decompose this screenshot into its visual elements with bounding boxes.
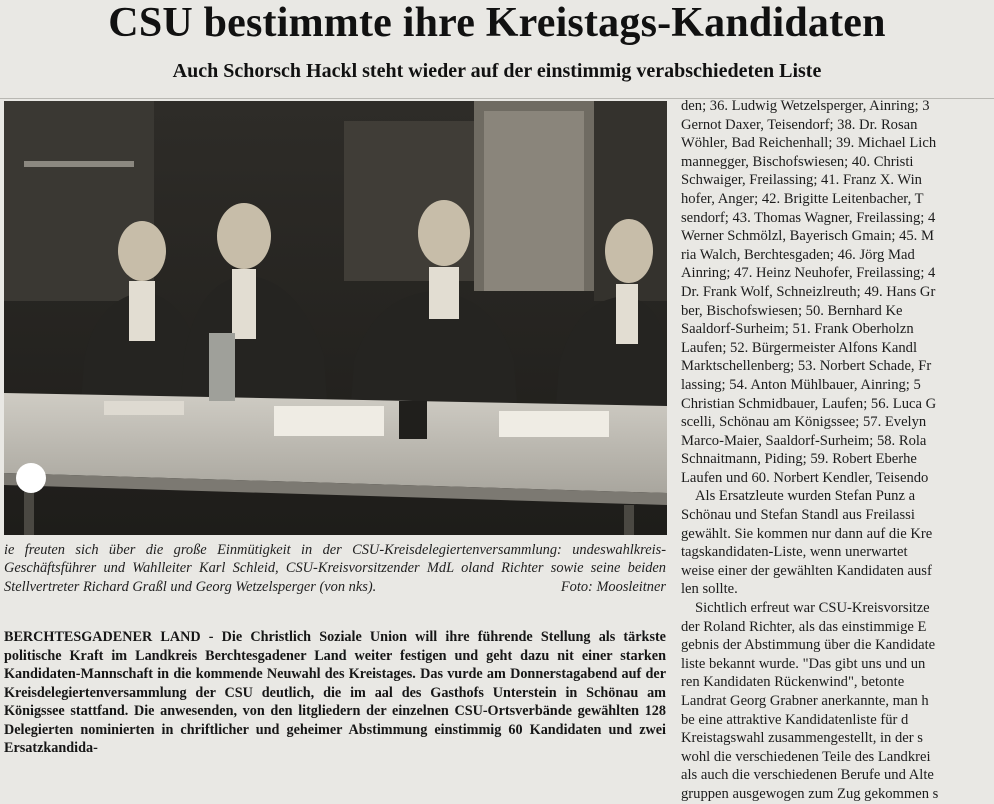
column-line: Saaldorf-Surheim; 51. Frank Oberholzn	[681, 321, 914, 338]
column-line: wohl die verschiedenen Teile des Landkrei	[681, 748, 931, 765]
article-photo	[4, 101, 667, 535]
column-line: Christian Schmidbauer, Laufen; 56. Luca G	[681, 395, 937, 412]
column-line: ren Kandidaten Rückenwind", betonte	[681, 674, 905, 691]
column-line: scelli, Schönau am Königssee; 57. Evelyn	[681, 414, 927, 431]
column-line: sendorf; 43. Thomas Wagner, Freilassing; 4	[681, 209, 936, 226]
column-line: Gernot Daxer, Teisendorf; 38. Dr. Rosan	[681, 116, 918, 133]
caption-text: ie freuten sich über die große Einmütigkeit in der CSU-Kreisdelegiertenversammlung: undeswahlkreis-Geschäftsführer und Wahlleiter Karl Schleid, CSU-Kreisvorsitzender MdL oland Richter sowie seine beiden Stellvertreter Richard Graßl und Georg Wetzelsperger (von nks).	[4, 542, 666, 595]
column-line: der Roland Richter, als das einstimmige E	[681, 618, 927, 635]
column-line: be eine attraktive Kandidatenliste für d	[681, 711, 909, 728]
column-line: Als Ersatzleute wurden Stefan Punz a	[695, 488, 916, 505]
article-headline: CSU bestimmte ihre Kreistags-Kandidaten	[108, 0, 886, 46]
column-line: Werner Schmölzl, Bayerisch Gmain; 45. M	[681, 228, 934, 245]
column-line: Marktschellenberg; 53. Norbert Schade, Fr	[681, 358, 932, 375]
column-line: Landrat Georg Grabner anerkannte, man h	[681, 693, 929, 709]
column-line: hofer, Anger; 42. Brigitte Leitenbacher, T	[681, 190, 924, 207]
column-line: lassing; 54. Anton Mühlbauer, Ainring; 5	[681, 376, 921, 393]
column-line: Wöhler, Bad Reichenhall; 39. Michael Lich	[681, 135, 937, 152]
column-line: Laufen und 60. Norbert Kendler, Teisendo	[681, 469, 929, 486]
column-line: weise einer der gewählten Kandidaten ausf	[681, 562, 932, 579]
photo-credit: Foto: Moosleitner	[560, 578, 666, 595]
photo-caption	[4, 541, 666, 596]
column-line: als auch die verschiedenen Berufe und Alte	[681, 767, 934, 784]
column-line: Sichtlich erfreut war CSU-Kreisvorsitze	[695, 600, 930, 617]
column-line: mannegger, Bischofswiesen; 40. Christi	[681, 153, 914, 170]
column-line: len sollte.	[681, 581, 738, 598]
column-line: ber, Bischofswiesen; 50. Bernhard Ke	[681, 302, 903, 319]
lead-paragraph	[4, 628, 666, 758]
column-line: Kreistagswahl zusammengestellt, in der s	[681, 730, 923, 747]
article-subheadline: Auch Schorsch Hackl steht wieder auf der einstimmig verabschiedeten Liste	[172, 60, 822, 82]
column-line: den; 36. Ludwig Wetzelsperger, Ainring; 3	[681, 98, 930, 114]
punch-hole	[16, 463, 46, 493]
column-line: Dr. Frank Wolf, Schneizlreuth; 49. Hans Gr	[681, 283, 936, 300]
column-line: gruppen ausgewogen zum Zug gekommen s	[681, 785, 939, 802]
column-line: liste bekannt wurde. "Das gibt uns und un	[681, 655, 926, 672]
column-line: Ainring; 47. Heinz Neuhofer, Freilassing; 4	[681, 265, 936, 282]
column-line: ria Walch, Berchtesgaden; 46. Jörg Mad	[681, 246, 915, 263]
column-line: tagskandidaten-Liste, wenn unerwartet	[681, 544, 908, 561]
lead-text: - Die Christlich Soziale Union will ihre führende Stellung als tärkste politische Kraft im Landkreis Berchtesgadener Land weiter festigen und geht dazu nit einer starken Kandidaten-Mannschaft in die kommende Neuwahl des Kreistages. Das vurde am Donnerstagabend auf der Kreisdelegiertenversammlung der CSU deutlich, die im aal des Gasthofs Unterstein in Schönau am Königssee stattfand. Die anwesenden, von den litgliedern der einzelnen CSU-Ortsverbände gewählten 128 Delegierten nominierten in chriftlicher und geheimer Abstimmung einstimmig 60 Kandidaten und zwei Ersatzkandida-	[4, 629, 666, 756]
column-line: gebnis der Abstimmung über die Kandidate	[681, 637, 936, 654]
photo-illustration	[4, 101, 667, 535]
right-column	[681, 97, 994, 802]
column-line: Laufen; 52. Bürgermeister Alfons Kandl	[681, 339, 918, 356]
column-line: Marco-Maier, Saaldorf-Surheim; 58. Rola	[681, 432, 927, 449]
column-line: Schwaiger, Freilassing; 41. Franz X. Win	[681, 172, 922, 189]
column-line: Schönau und Stefan Standl aus Freilassi	[681, 507, 915, 524]
column-line: Schnaitmann, Piding; 59. Robert Eberhe	[681, 451, 917, 468]
column-line: gewählt. Sie kommen nur dann auf die Kre	[681, 525, 933, 542]
lead-place: BERCHTESGADENER LAND	[4, 629, 201, 645]
